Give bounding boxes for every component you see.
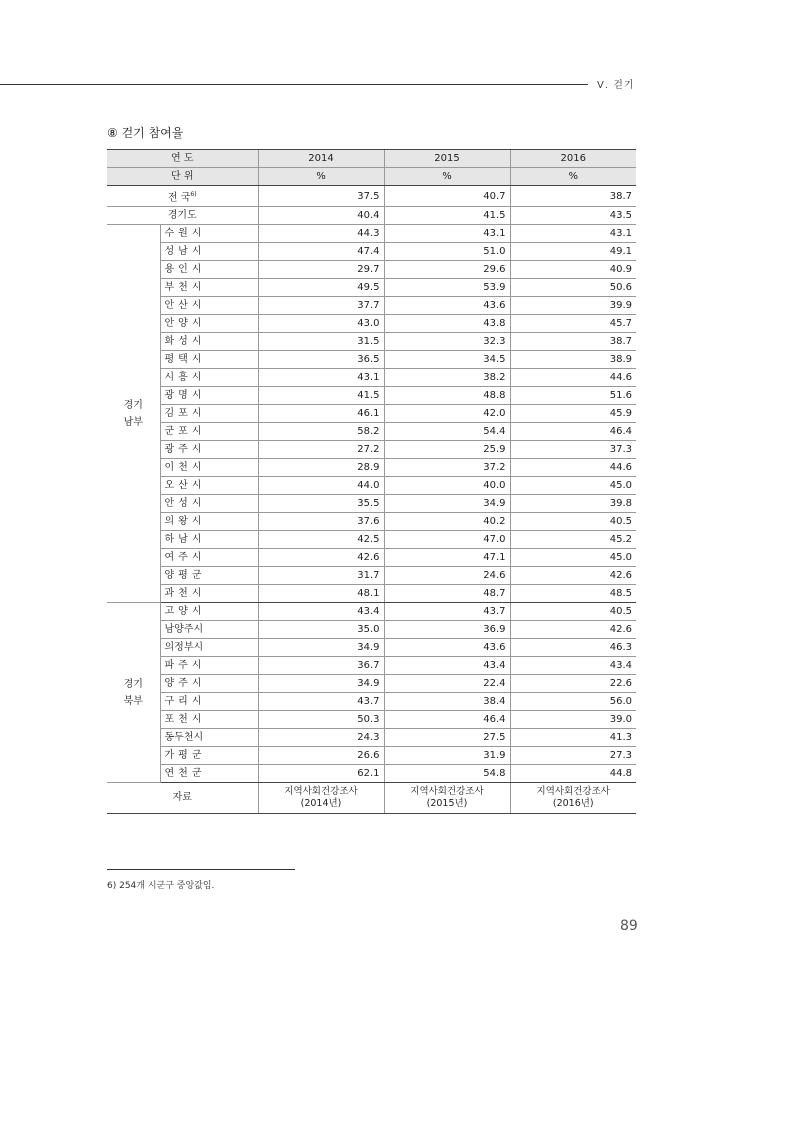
city-name: 부천시 [160, 279, 258, 297]
value-cell: 40.0 [384, 477, 510, 495]
city-name: 시흥시 [160, 369, 258, 387]
table-row [107, 765, 636, 783]
table-row [107, 585, 636, 603]
city-name: 이천시 [160, 459, 258, 477]
table-row [107, 513, 636, 531]
table-row [107, 333, 636, 351]
value-cell: 36.9 [384, 621, 510, 639]
province-2014: 40.4 [258, 207, 384, 225]
city-name: 포천시 [160, 711, 258, 729]
source-cell [258, 783, 384, 814]
source-label: 자료 [107, 783, 258, 814]
table-row [107, 639, 636, 657]
page-number: 89 [620, 918, 638, 934]
value-cell: 46.4 [384, 711, 510, 729]
city-name: 안양시 [160, 315, 258, 333]
source-line1: 지역사회건강조사 [536, 786, 610, 798]
national-2015: 40.7 [384, 186, 510, 207]
city-name: 동두천시 [160, 729, 258, 747]
value-cell: 48.8 [384, 387, 510, 405]
north-region-label [107, 603, 160, 783]
value-cell: 43.1 [510, 225, 636, 243]
table-row [107, 621, 636, 639]
value-cell: 44.6 [510, 369, 636, 387]
source-line2: (2014년) [300, 798, 342, 810]
city-name: 과천시 [160, 585, 258, 603]
value-cell: 24.6 [384, 567, 510, 585]
table-row [107, 459, 636, 477]
table-row [107, 477, 636, 495]
value-cell: 34.9 [384, 495, 510, 513]
table-row [107, 279, 636, 297]
value-cell: 40.2 [384, 513, 510, 531]
value-cell: 41.3 [510, 729, 636, 747]
value-cell: 24.3 [258, 729, 384, 747]
value-cell: 53.9 [384, 279, 510, 297]
value-cell: 36.7 [258, 657, 384, 675]
value-cell: 39.9 [510, 297, 636, 315]
value-cell: 43.4 [510, 657, 636, 675]
year-label: 연 도 [107, 150, 258, 168]
value-cell: 43.4 [384, 657, 510, 675]
province-label: 경기도 [107, 207, 258, 225]
value-cell: 51.6 [510, 387, 636, 405]
city-name: 구리시 [160, 693, 258, 711]
table-row [107, 351, 636, 369]
value-cell: 39.0 [510, 711, 636, 729]
city-name: 평택시 [160, 351, 258, 369]
table-row [107, 369, 636, 387]
value-cell: 26.6 [258, 747, 384, 765]
value-cell: 31.7 [258, 567, 384, 585]
value-cell: 54.4 [384, 423, 510, 441]
city-name: 연천군 [160, 765, 258, 783]
table-row [107, 261, 636, 279]
unit-label: 단 위 [107, 168, 258, 186]
value-cell: 37.2 [384, 459, 510, 477]
value-cell: 45.9 [510, 405, 636, 423]
province-2015: 41.5 [384, 207, 510, 225]
value-cell: 43.7 [258, 693, 384, 711]
source-row [107, 783, 636, 814]
city-name: 성남시 [160, 243, 258, 261]
value-cell: 36.5 [258, 351, 384, 369]
source-cell [384, 783, 510, 814]
city-name: 안성시 [160, 495, 258, 513]
table-row [107, 711, 636, 729]
value-cell: 38.2 [384, 369, 510, 387]
value-cell: 47.4 [258, 243, 384, 261]
walking-participation-table [107, 149, 636, 814]
value-cell: 46.4 [510, 423, 636, 441]
value-cell: 27.2 [258, 441, 384, 459]
city-name: 광주시 [160, 441, 258, 459]
value-cell: 50.3 [258, 711, 384, 729]
city-name: 광명시 [160, 387, 258, 405]
value-cell: 43.4 [258, 603, 384, 621]
table-row [107, 243, 636, 261]
table-row [107, 549, 636, 567]
unit-header-row [107, 168, 636, 186]
value-cell: 48.7 [384, 585, 510, 603]
value-cell: 44.6 [510, 459, 636, 477]
unit-2016: % [510, 168, 636, 186]
value-cell: 46.3 [510, 639, 636, 657]
city-name: 남양주시 [160, 621, 258, 639]
table-row [107, 495, 636, 513]
footnote-rule [107, 869, 295, 870]
table-row [107, 315, 636, 333]
table-row [107, 297, 636, 315]
source-line1: 지역사회건강조사 [410, 786, 484, 798]
region-label-line2: 남부 [123, 416, 143, 428]
value-cell: 45.0 [510, 477, 636, 495]
year-2015: 2015 [384, 150, 510, 168]
table-row [107, 603, 636, 621]
value-cell: 49.5 [258, 279, 384, 297]
source-line2: (2016년) [552, 798, 594, 810]
value-cell: 44.3 [258, 225, 384, 243]
value-cell: 38.7 [510, 333, 636, 351]
value-cell: 43.0 [258, 315, 384, 333]
value-cell: 48.1 [258, 585, 384, 603]
region-label-line1: 경기 [123, 678, 143, 690]
value-cell: 43.6 [384, 297, 510, 315]
south-region-label [107, 225, 160, 603]
year-header-row [107, 150, 636, 168]
value-cell: 34.9 [258, 675, 384, 693]
city-name: 오산시 [160, 477, 258, 495]
value-cell: 37.3 [510, 441, 636, 459]
national-2016: 38.7 [510, 186, 636, 207]
value-cell: 27.3 [510, 747, 636, 765]
value-cell: 43.1 [384, 225, 510, 243]
region-label-line1: 경기 [123, 399, 143, 411]
city-name: 용인시 [160, 261, 258, 279]
value-cell: 54.8 [384, 765, 510, 783]
value-cell: 43.6 [384, 639, 510, 657]
value-cell: 43.7 [384, 603, 510, 621]
value-cell: 44.0 [258, 477, 384, 495]
value-cell: 32.3 [384, 333, 510, 351]
value-cell: 40.9 [510, 261, 636, 279]
value-cell: 56.0 [510, 693, 636, 711]
value-cell: 35.0 [258, 621, 384, 639]
value-cell: 37.6 [258, 513, 384, 531]
city-name: 여주시 [160, 549, 258, 567]
unit-2015: % [384, 168, 510, 186]
table-row [107, 657, 636, 675]
source-line2: (2015년) [426, 798, 468, 810]
region-label-line2: 북부 [123, 695, 143, 707]
table-row [107, 567, 636, 585]
year-2014: 2014 [258, 150, 384, 168]
province-row [107, 207, 636, 225]
value-cell: 58.2 [258, 423, 384, 441]
section-title: ⑧ 걷기 참여율 [107, 126, 184, 140]
value-cell: 45.0 [510, 549, 636, 567]
table-row [107, 225, 636, 243]
table-row [107, 405, 636, 423]
city-name: 의정부시 [160, 639, 258, 657]
value-cell: 43.1 [258, 369, 384, 387]
city-name: 수원시 [160, 225, 258, 243]
city-name: 양평군 [160, 567, 258, 585]
value-cell: 51.0 [384, 243, 510, 261]
value-cell: 22.4 [384, 675, 510, 693]
value-cell: 31.9 [384, 747, 510, 765]
footnote-ref: 6) [190, 191, 197, 198]
value-cell: 25.9 [384, 441, 510, 459]
value-cell: 38.4 [384, 693, 510, 711]
value-cell: 31.5 [258, 333, 384, 351]
city-name: 김포시 [160, 405, 258, 423]
city-name: 고양시 [160, 603, 258, 621]
value-cell: 35.5 [258, 495, 384, 513]
value-cell: 41.5 [258, 387, 384, 405]
province-2016: 43.5 [510, 207, 636, 225]
value-cell: 46.1 [258, 405, 384, 423]
value-cell: 45.7 [510, 315, 636, 333]
value-cell: 42.6 [510, 567, 636, 585]
value-cell: 42.0 [384, 405, 510, 423]
value-cell: 49.1 [510, 243, 636, 261]
table-row [107, 423, 636, 441]
value-cell: 43.8 [384, 315, 510, 333]
value-cell: 47.0 [384, 531, 510, 549]
national-row [107, 186, 636, 207]
value-cell: 22.6 [510, 675, 636, 693]
city-name: 가평군 [160, 747, 258, 765]
value-cell: 39.8 [510, 495, 636, 513]
value-cell: 29.6 [384, 261, 510, 279]
value-cell: 40.5 [510, 513, 636, 531]
value-cell: 37.7 [258, 297, 384, 315]
value-cell: 42.6 [258, 549, 384, 567]
city-name: 의왕시 [160, 513, 258, 531]
value-cell: 42.5 [258, 531, 384, 549]
table-row [107, 747, 636, 765]
header-rule [0, 84, 588, 85]
footnote: 6) 254개 시군구 중앙값임. [107, 881, 215, 891]
source-cell [510, 783, 636, 814]
value-cell: 40.5 [510, 603, 636, 621]
value-cell: 34.5 [384, 351, 510, 369]
unit-2014: % [258, 168, 384, 186]
table-row [107, 693, 636, 711]
year-2016: 2016 [510, 150, 636, 168]
city-name: 파주시 [160, 657, 258, 675]
value-cell: 29.7 [258, 261, 384, 279]
source-line1: 지역사회건강조사 [284, 786, 358, 798]
value-cell: 42.6 [510, 621, 636, 639]
value-cell: 44.8 [510, 765, 636, 783]
value-cell: 34.9 [258, 639, 384, 657]
value-cell: 38.9 [510, 351, 636, 369]
city-name: 양주시 [160, 675, 258, 693]
city-name: 군포시 [160, 423, 258, 441]
value-cell: 50.6 [510, 279, 636, 297]
city-name: 하남시 [160, 531, 258, 549]
value-cell: 48.5 [510, 585, 636, 603]
chapter-header: Ⅴ. 걷기 [597, 80, 635, 91]
table-row [107, 531, 636, 549]
table-row [107, 387, 636, 405]
value-cell: 27.5 [384, 729, 510, 747]
city-name: 안산시 [160, 297, 258, 315]
table-row [107, 441, 636, 459]
table-row [107, 675, 636, 693]
value-cell: 28.9 [258, 459, 384, 477]
value-cell: 47.1 [384, 549, 510, 567]
city-name: 화성시 [160, 333, 258, 351]
table-row [107, 729, 636, 747]
national-label: 전 국$^{6)}$ [107, 186, 258, 207]
value-cell: 62.1 [258, 765, 384, 783]
national-2014: 37.5 [258, 186, 384, 207]
value-cell: 45.2 [510, 531, 636, 549]
